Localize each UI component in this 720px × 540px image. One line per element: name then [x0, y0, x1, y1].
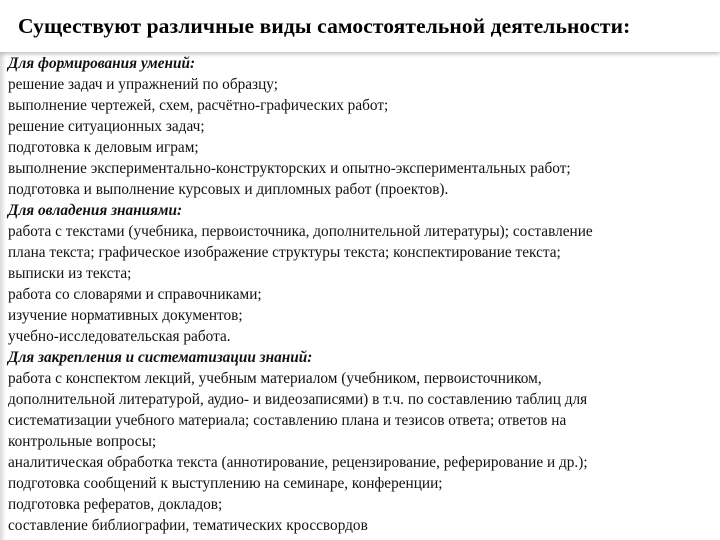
list-item: работа со словарями и справочниками;: [8, 286, 262, 303]
list-item: систематизации учебного материала; составлению плана и тезисов ответа; ответов на: [8, 412, 567, 429]
list-item: подготовка сообщений к выступлению на семинаре, конференции;: [8, 475, 443, 492]
list-item: дополнительной литературой, аудио- и видеозаписями) в т.ч. по составлению таблиц для: [8, 391, 588, 408]
list-item: изучение нормативных документов;: [8, 307, 243, 324]
slide-content: [8, 53, 714, 534]
list-item: подготовка к деловым играм;: [8, 139, 199, 156]
list-item: подготовка рефератов, докладов;: [8, 496, 223, 513]
list-item: составление библиографии, тематических кроссвордов: [8, 517, 368, 534]
list-item: плана текста; графическое изображение структуры текста; конспектирование текста;: [8, 244, 561, 261]
list-item: выполнение экспериментально-конструкторских и опытно-экспериментальных работ;: [8, 160, 571, 177]
list-item: работа с текстами (учебника, первоисточника, дополнительной литературы); составление: [8, 223, 593, 240]
list-item: решение ситуационных задач;: [8, 118, 205, 135]
list-item: работа с конспектом лекций, учебным материалом (учебником, первоисточником,: [8, 370, 542, 387]
section-heading: Для овладения знаниями:: [8, 202, 183, 219]
left-edge-shadow: [0, 0, 6, 540]
list-item: решение задач и упражнений по образцу;: [8, 76, 278, 93]
list-item: подготовка и выполнение курсовых и дипломных работ (проектов).: [8, 181, 449, 198]
list-item: выписки из текста;: [8, 265, 132, 282]
list-item: учебно-исследовательская работа.: [8, 328, 231, 345]
section-heading: Для закрепления и систематизации знаний:: [8, 349, 313, 366]
section-heading: Для формирования умений:: [8, 55, 196, 72]
slide-title: Существуют различные виды самостоятельной деятельности:: [18, 14, 631, 38]
title-bar: [0, 0, 720, 52]
list-item: контрольные вопросы;: [8, 433, 157, 450]
list-item: выполнение чертежей, схем, расчётно-графических работ;: [8, 97, 389, 114]
list-item: аналитическая обработка текста (аннотирование, рецензирование, реферирование и др.);: [8, 454, 588, 471]
